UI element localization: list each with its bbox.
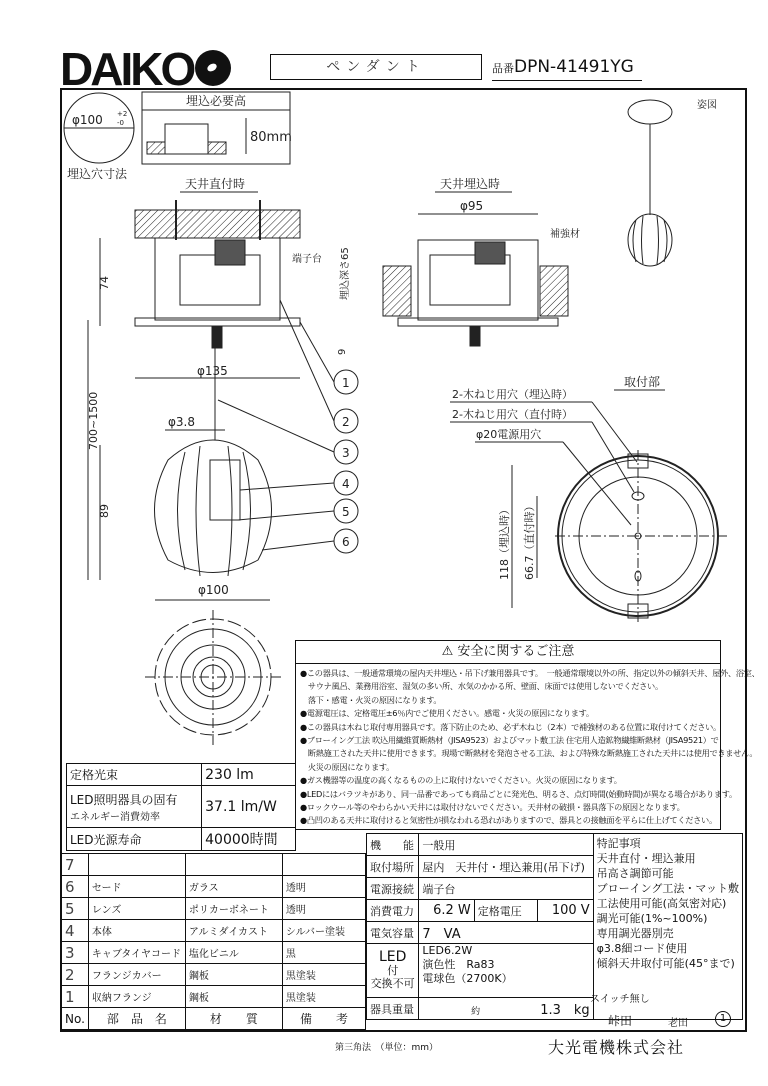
part-number: 品番DPN-41491YG	[492, 56, 642, 81]
safety-line: ●ガス機器等の温度の高くなるものの上に取付けないでください。火災の原因になります。	[300, 775, 622, 786]
svg-text:φ20電源用穴: φ20電源用穴	[476, 428, 542, 441]
svg-text:118（埋込時）: 118（埋込時）	[498, 504, 511, 580]
svg-text:埋込必要高: 埋込必要高	[186, 94, 247, 108]
note-line: φ3.8細コード使用	[596, 942, 688, 955]
note-line: 工法使用可能(高気密対応)	[596, 897, 727, 910]
svg-text:取付部: 取付部	[624, 375, 661, 389]
svg-text:1: 1	[342, 376, 350, 390]
note-line: 専用調光器別売	[596, 927, 674, 940]
hole-dim: φ100	[72, 113, 103, 127]
switch-note: スイッチ無し	[590, 994, 650, 1005]
revision-mark: 1	[715, 1011, 731, 1027]
note-line: ブローイング工法・マット敷	[596, 882, 739, 895]
svg-text:700~1500: 700~1500	[87, 391, 100, 450]
safety-line: ●ブローイング工法 吹込用繊維質断熱材（JISA9523）およびマット敷工法 住宅用人造鉱物繊維断熱材（JISA9521）で	[300, 735, 719, 746]
svg-text:φ95: φ95	[460, 199, 484, 213]
svg-text:補強材: 補強材	[550, 229, 580, 240]
checked-by: 老田	[668, 1018, 688, 1029]
svg-text:姿図: 姿図	[697, 100, 717, 111]
svg-text:3: 3	[342, 446, 350, 460]
safety-line: ●LEDにはバラツキがあり、同一品番であっても商品ごとに発光色、明るさ、点灯時間(始動時間)が異なる場合があります。	[300, 788, 737, 799]
note-line: 調光可能(1%~100%)	[596, 912, 708, 925]
projection-note: 第三角法 （単位：mm）	[335, 1043, 439, 1053]
svg-text:-0: -0	[117, 119, 124, 127]
svg-text:+2: +2	[117, 110, 128, 118]
svg-text:埋込深さ65: 埋込深さ65	[340, 247, 351, 300]
note-line: 天井直付・埋込兼用	[596, 852, 696, 865]
safety-line: ●この器具は木ねじ取付専用器具です。落下防止のため、必ず木ねじ（2本）で補強材のある位置に取付けてください。	[300, 721, 721, 732]
svg-text:2-木ねじ用穴（直付時）: 2-木ねじ用穴（直付時）	[452, 408, 573, 421]
table-row: 5 レンズ ポリカーボネート 透明	[62, 898, 366, 920]
svg-text:端子台: 端子台	[292, 254, 322, 265]
product-type: ペンダント	[270, 54, 482, 80]
svg-text:89: 89	[98, 504, 111, 518]
safety-line: ●ロックウール等のやわらかい天井には取付けないでください。天井材の破損・器具落下の原因となります。	[300, 802, 685, 813]
parts-table	[61, 853, 366, 1030]
svg-text:9: 9	[337, 348, 348, 355]
drawn-by: 峠田	[608, 1014, 633, 1028]
svg-text:φ3.8: φ3.8	[168, 415, 195, 429]
svg-text:φ100: φ100	[198, 583, 229, 597]
performance-table: 定格光束 230 lm LED照明器具の固有 エネルギー消費効率 37.1 lm/W LED光源寿命 40000時間	[66, 763, 296, 851]
svg-text:2-木ねじ用穴（埋込時）: 2-木ねじ用穴（埋込時）	[452, 388, 573, 401]
company-name: 大光電機株式会社	[548, 1038, 685, 1057]
svg-text:74: 74	[98, 276, 111, 290]
specs-table: 機 能 一般用 特記事項 天井直付・埋込兼用 吊高さ調節可能 ブローイング工法・マット敷 工法使用可能(高気密対応) 調光可能(1%~100%) 専用調光器別売 φ3.8細コード使用 傾斜天井取付可能(45°まで) 取付場所 屋内 天井付・埋込兼用(吊下げ) 電源接続 端子台 消費電力 6.2 W 定格電圧 100 V 電気容量 7 VA LED 付 交換不可 LED6.2W 演色性 Ra83 電球色（2700K） 器具重量 約 1.3 kg	[366, 833, 743, 1020]
svg-text:天井埋込時: 天井埋込時	[440, 177, 501, 191]
table-row: 1 収納フランジ 鋼板 黒塗装	[62, 986, 366, 1008]
table-row: 3 キャブタイヤコード 塩化ビニル 黒	[62, 942, 366, 964]
svg-text:天井直付時: 天井直付時	[185, 177, 246, 191]
svg-text:2: 2	[342, 415, 350, 429]
svg-text:4: 4	[342, 477, 350, 491]
note-line: 吊高さ調節可能	[596, 867, 674, 880]
safety-line: 火災の原因になります。	[300, 761, 394, 772]
svg-text:80mm: 80mm	[250, 130, 292, 145]
table-row: 7	[62, 854, 366, 876]
table-row: 2 フランジカバー 鋼板 黒塗装	[62, 964, 366, 986]
hole-label: 埋込穴寸法	[67, 167, 128, 181]
svg-text:66.7（直付時）: 66.7（直付時）	[523, 500, 536, 580]
safety-line: サウナ風呂、業務用浴室、湿気の多い所、水気のかかる所、壁面、床面では使用しないでください。	[300, 681, 663, 692]
safety-line: 断熱施工された天井に使用できます。現場で断熱材を発泡させる工法、および特殊な断熱施工された天井には使用できません。	[300, 748, 758, 759]
svg-text:5: 5	[342, 505, 350, 519]
safety-title: ⚠ 安全に関するご注意	[296, 641, 720, 664]
bottom-view	[145, 610, 281, 745]
safety-notice	[295, 640, 760, 830]
table-row: 4 本体 アルミダイカスト シルバー塗装	[62, 920, 366, 942]
table-header: No. 部 品 名 材 質 備 考	[62, 1008, 366, 1030]
note-line: 傾斜天井取付可能(45°まで)	[596, 957, 735, 970]
special-notes: 特記事項 天井直付・埋込兼用 吊高さ調節可能 ブローイング工法・マット敷 工法使用可能(高気密対応) 調光可能(1%~100%) 専用調光器別売 φ3.8細コード使用 傾斜天井取付可能(45°まで)	[593, 834, 742, 1020]
safety-line: ●電源電圧は、定格電圧±6％内でご使用ください。感電・火災の原因になります。	[300, 708, 594, 719]
safety-line: 落下・感電・火災の原因になります。	[300, 694, 442, 705]
safety-line: ●凸凹のある天井に取付けると気密性が損なわれる恐れがありますので、器具との接触面を平らに仕上げてください。	[300, 815, 717, 826]
table-row: 6 セード ガラス 透明	[62, 876, 366, 898]
svg-text:6: 6	[342, 535, 350, 549]
svg-text:φ135: φ135	[197, 364, 228, 378]
safety-line: ●この器具は、一般通常環境の屋内天井埋込・吊下げ兼用器具です。 一般通常環境以外の所、指定以外の傾斜天井、屋外、浴室、	[300, 668, 760, 678]
daiko-logo: DAIKO	[60, 46, 231, 92]
